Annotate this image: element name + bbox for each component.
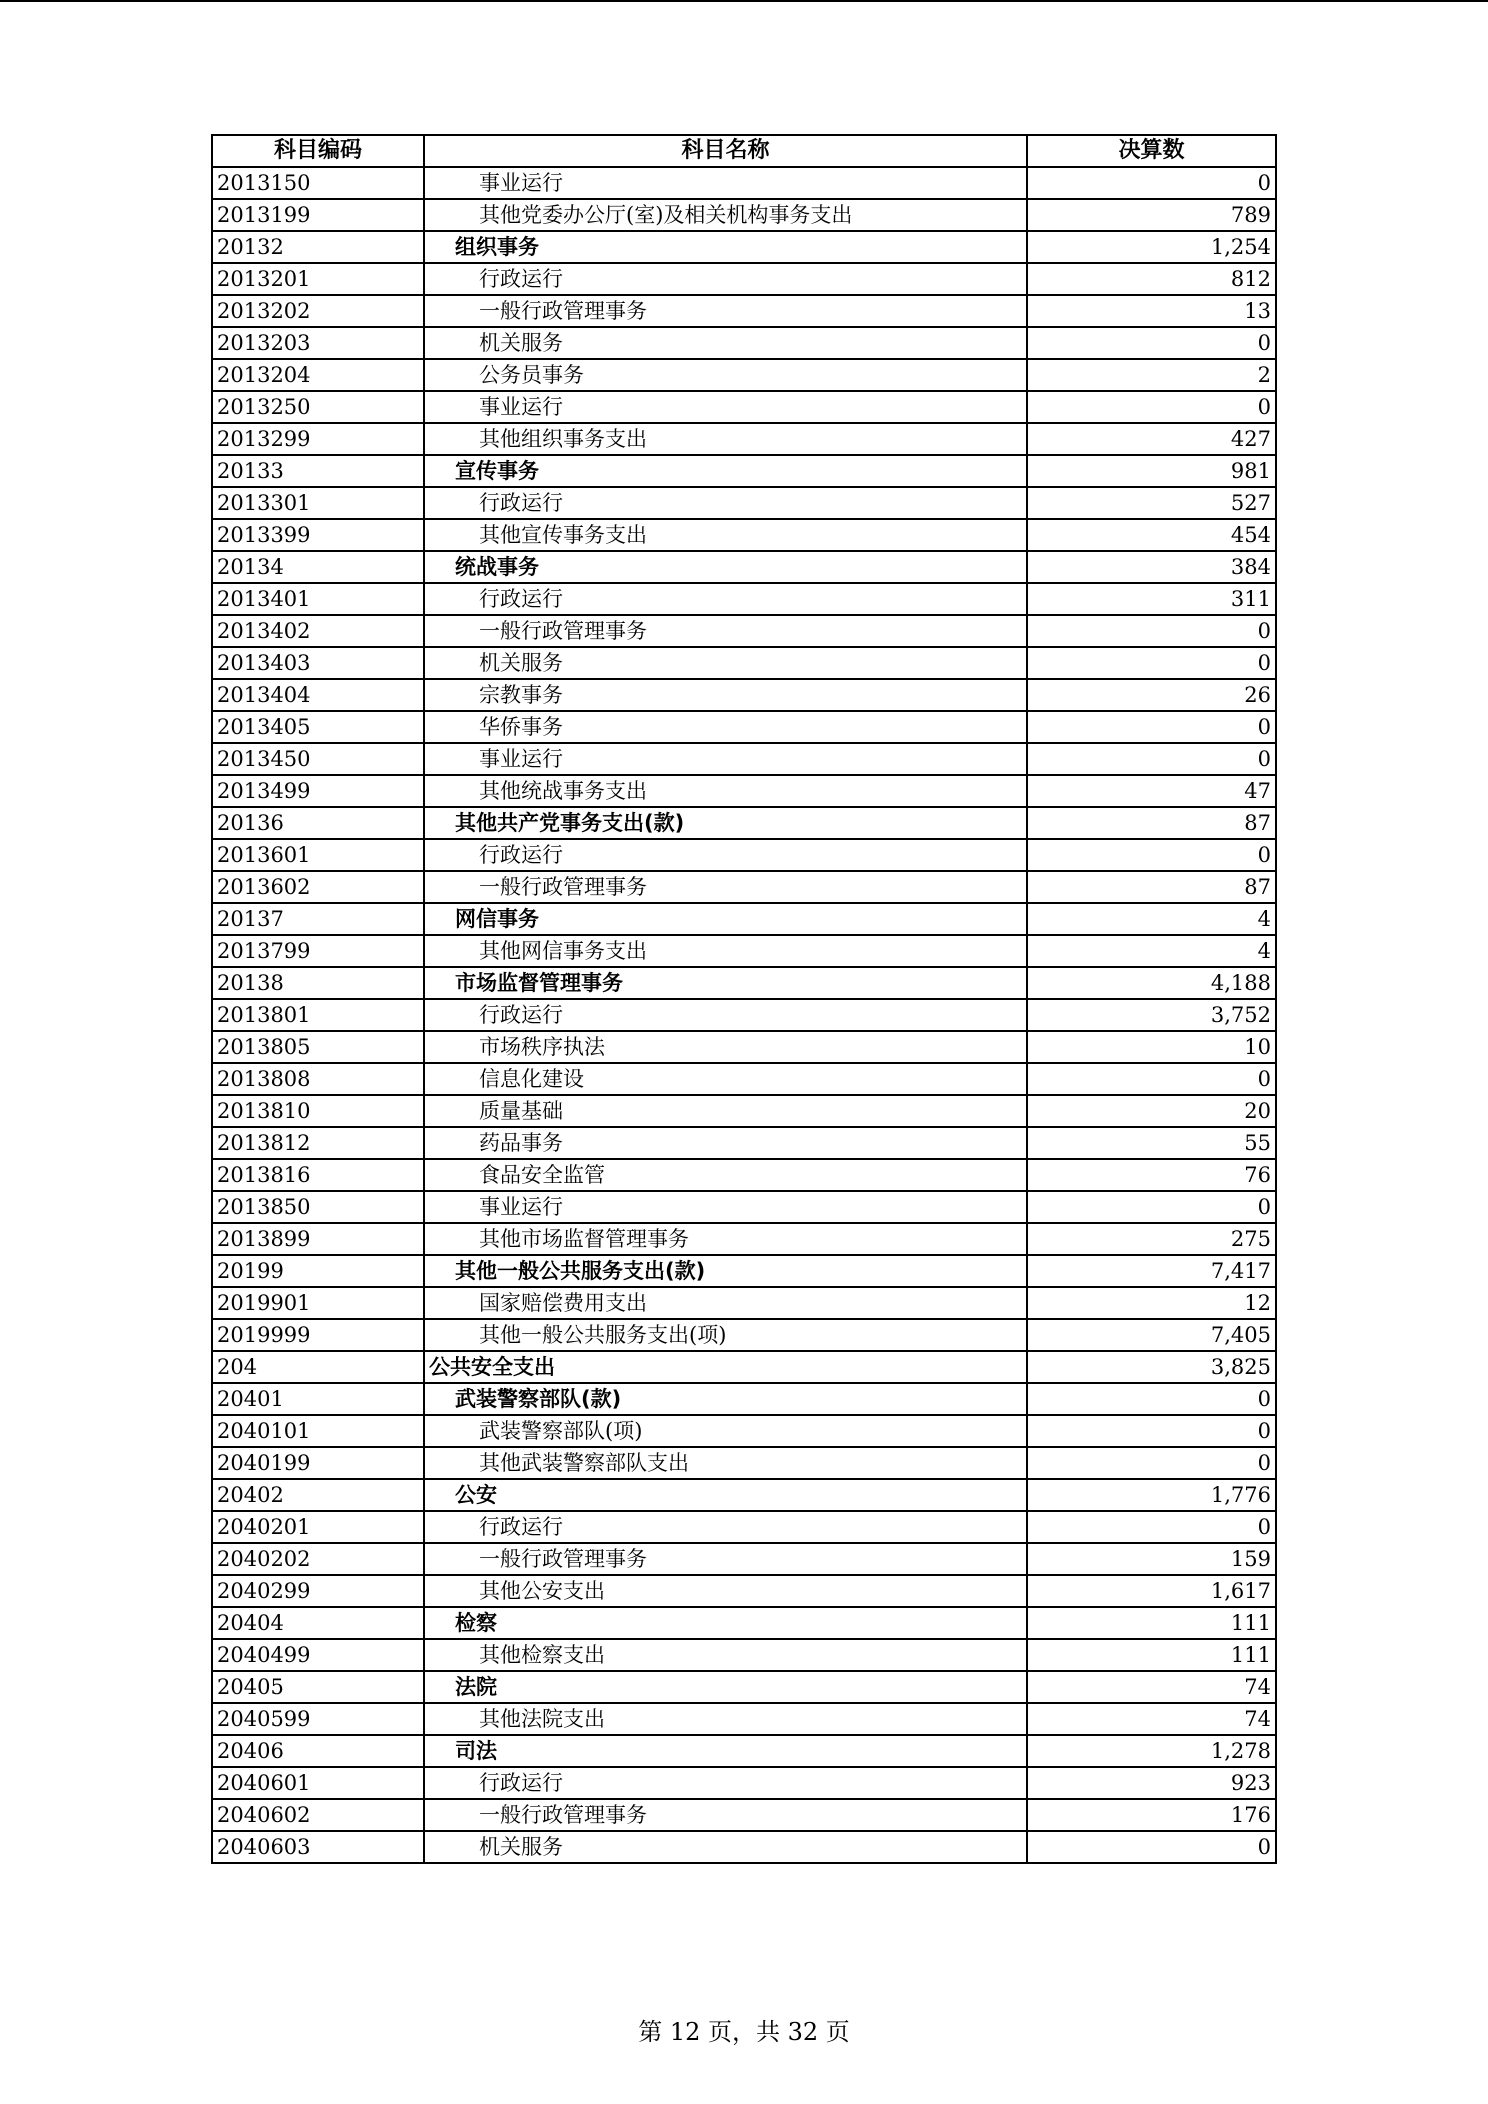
table-row <box>212 1543 1276 1575</box>
code-cell: 2013204 <box>212 359 424 391</box>
name-cell: 其他公安支出 <box>424 1575 1027 1607</box>
table-row <box>212 1127 1276 1159</box>
code-cell: 2013203 <box>212 327 424 359</box>
code-cell: 2013601 <box>212 839 424 871</box>
name-cell: 机关服务 <box>424 647 1027 679</box>
code-cell: 2013850 <box>212 1191 424 1223</box>
name-cell: 一般行政管理事务 <box>424 1543 1027 1575</box>
code-cell: 2013405 <box>212 711 424 743</box>
code-cell: 20134 <box>212 551 424 583</box>
code-cell: 20404 <box>212 1607 424 1639</box>
table-row <box>212 1671 1276 1703</box>
amount-cell: 275 <box>1027 1223 1276 1255</box>
table-row <box>212 359 1276 391</box>
amount-cell: 1,776 <box>1027 1479 1276 1511</box>
table-row <box>212 231 1276 263</box>
table-row <box>212 1639 1276 1671</box>
code-cell: 2013450 <box>212 743 424 775</box>
amount-cell: 0 <box>1027 1063 1276 1095</box>
table-row <box>212 1799 1276 1831</box>
top-border <box>0 0 1488 2</box>
name-cell: 武装警察部队(款) <box>424 1383 1027 1415</box>
code-cell: 2040601 <box>212 1767 424 1799</box>
table-row <box>212 1383 1276 1415</box>
table-row <box>212 391 1276 423</box>
amount-cell: 454 <box>1027 519 1276 551</box>
amount-cell: 176 <box>1027 1799 1276 1831</box>
name-cell: 其他法院支出 <box>424 1703 1027 1735</box>
amount-cell: 0 <box>1027 167 1276 199</box>
code-cell: 20138 <box>212 967 424 999</box>
code-cell: 2013805 <box>212 1031 424 1063</box>
code-cell: 2040202 <box>212 1543 424 1575</box>
table-row <box>212 775 1276 807</box>
table-row <box>212 1703 1276 1735</box>
name-cell: 一般行政管理事务 <box>424 871 1027 903</box>
amount-cell: 1,254 <box>1027 231 1276 263</box>
code-cell: 2013301 <box>212 487 424 519</box>
table-row <box>212 1159 1276 1191</box>
code-cell: 2040299 <box>212 1575 424 1607</box>
amount-cell: 0 <box>1027 1447 1276 1479</box>
code-cell: 2040199 <box>212 1447 424 1479</box>
amount-cell: 20 <box>1027 1095 1276 1127</box>
name-cell: 其他市场监督管理事务 <box>424 1223 1027 1255</box>
amount-cell: 111 <box>1027 1607 1276 1639</box>
amount-cell: 159 <box>1027 1543 1276 1575</box>
table-header-row <box>212 135 1276 167</box>
table-row <box>212 1319 1276 1351</box>
name-cell: 华侨事务 <box>424 711 1027 743</box>
name-cell: 机关服务 <box>424 327 1027 359</box>
amount-cell: 0 <box>1027 1415 1276 1447</box>
code-cell: 2013199 <box>212 199 424 231</box>
amount-cell: 311 <box>1027 583 1276 615</box>
amount-cell: 0 <box>1027 1831 1276 1863</box>
name-cell: 宗教事务 <box>424 679 1027 711</box>
table-row <box>212 1095 1276 1127</box>
code-cell: 20132 <box>212 231 424 263</box>
name-cell: 一般行政管理事务 <box>424 1799 1027 1831</box>
name-cell: 公安 <box>424 1479 1027 1511</box>
table-row <box>212 1447 1276 1479</box>
code-cell: 204 <box>212 1351 424 1383</box>
code-cell: 2013404 <box>212 679 424 711</box>
name-cell: 其他一般公共服务支出(款) <box>424 1255 1027 1287</box>
code-cell: 20133 <box>212 455 424 487</box>
code-cell: 20402 <box>212 1479 424 1511</box>
name-cell: 其他网信事务支出 <box>424 935 1027 967</box>
header-amount: 决算数 <box>1027 135 1276 167</box>
table-row <box>212 1575 1276 1607</box>
code-cell: 2013816 <box>212 1159 424 1191</box>
name-cell: 其他党委办公厅(室)及相关机构事务支出 <box>424 199 1027 231</box>
table-row <box>212 1607 1276 1639</box>
table-row <box>212 1191 1276 1223</box>
name-cell: 行政运行 <box>424 1511 1027 1543</box>
table-row <box>212 807 1276 839</box>
amount-cell: 47 <box>1027 775 1276 807</box>
name-cell: 信息化建设 <box>424 1063 1027 1095</box>
name-cell: 市场秩序执法 <box>424 1031 1027 1063</box>
table-row <box>212 839 1276 871</box>
table-row <box>212 551 1276 583</box>
table-row <box>212 1511 1276 1543</box>
amount-cell: 10 <box>1027 1031 1276 1063</box>
name-cell: 事业运行 <box>424 167 1027 199</box>
name-cell: 司法 <box>424 1735 1027 1767</box>
amount-cell: 0 <box>1027 1383 1276 1415</box>
name-cell: 公共安全支出 <box>424 1351 1027 1383</box>
amount-cell: 26 <box>1027 679 1276 711</box>
name-cell: 行政运行 <box>424 1767 1027 1799</box>
name-cell: 行政运行 <box>424 999 1027 1031</box>
amount-cell: 4 <box>1027 935 1276 967</box>
amount-cell: 0 <box>1027 711 1276 743</box>
amount-cell: 1,617 <box>1027 1575 1276 1607</box>
table-row <box>212 1287 1276 1319</box>
code-cell: 2040101 <box>212 1415 424 1447</box>
amount-cell: 12 <box>1027 1287 1276 1319</box>
code-cell: 2013202 <box>212 295 424 327</box>
amount-cell: 0 <box>1027 743 1276 775</box>
name-cell: 其他组织事务支出 <box>424 423 1027 455</box>
name-cell: 其他检察支出 <box>424 1639 1027 1671</box>
table-row <box>212 1479 1276 1511</box>
code-cell: 20406 <box>212 1735 424 1767</box>
table-row <box>212 167 1276 199</box>
code-cell: 2019901 <box>212 1287 424 1319</box>
code-cell: 2013602 <box>212 871 424 903</box>
header-name: 科目名称 <box>424 135 1027 167</box>
amount-cell: 111 <box>1027 1639 1276 1671</box>
table-row <box>212 1831 1276 1863</box>
table-row <box>212 647 1276 679</box>
name-cell: 事业运行 <box>424 391 1027 423</box>
table-row <box>212 1223 1276 1255</box>
table-row <box>212 743 1276 775</box>
amount-cell: 2 <box>1027 359 1276 391</box>
code-cell: 2013801 <box>212 999 424 1031</box>
name-cell: 公务员事务 <box>424 359 1027 391</box>
name-cell: 法院 <box>424 1671 1027 1703</box>
header-code: 科目编码 <box>212 135 424 167</box>
amount-cell: 0 <box>1027 839 1276 871</box>
code-cell: 2013799 <box>212 935 424 967</box>
amount-cell: 4 <box>1027 903 1276 935</box>
amount-cell: 74 <box>1027 1703 1276 1735</box>
code-cell: 20137 <box>212 903 424 935</box>
name-cell: 一般行政管理事务 <box>424 615 1027 647</box>
code-cell: 2040599 <box>212 1703 424 1735</box>
table-row <box>212 583 1276 615</box>
code-cell: 2013899 <box>212 1223 424 1255</box>
table-row <box>212 455 1276 487</box>
table-row <box>212 1255 1276 1287</box>
amount-cell: 13 <box>1027 295 1276 327</box>
code-cell: 2013299 <box>212 423 424 455</box>
amount-cell: 789 <box>1027 199 1276 231</box>
table-row <box>212 679 1276 711</box>
table-row <box>212 903 1276 935</box>
name-cell: 药品事务 <box>424 1127 1027 1159</box>
name-cell: 组织事务 <box>424 231 1027 263</box>
table-body <box>212 167 1276 1863</box>
name-cell: 事业运行 <box>424 743 1027 775</box>
table-row <box>212 263 1276 295</box>
table-row <box>212 1767 1276 1799</box>
table-row <box>212 327 1276 359</box>
code-cell: 2013250 <box>212 391 424 423</box>
code-cell: 2040201 <box>212 1511 424 1543</box>
amount-cell: 0 <box>1027 327 1276 359</box>
name-cell: 行政运行 <box>424 839 1027 871</box>
name-cell: 其他统战事务支出 <box>424 775 1027 807</box>
name-cell: 质量基础 <box>424 1095 1027 1127</box>
table-row <box>212 1031 1276 1063</box>
code-cell: 2013201 <box>212 263 424 295</box>
amount-cell: 427 <box>1027 423 1276 455</box>
code-cell: 2040603 <box>212 1831 424 1863</box>
table-row <box>212 711 1276 743</box>
amount-cell: 87 <box>1027 807 1276 839</box>
code-cell: 2013403 <box>212 647 424 679</box>
name-cell: 行政运行 <box>424 487 1027 519</box>
budget-table <box>211 134 1277 1864</box>
amount-cell: 3,825 <box>1027 1351 1276 1383</box>
code-cell: 2040602 <box>212 1799 424 1831</box>
amount-cell: 3,752 <box>1027 999 1276 1031</box>
code-cell: 2013150 <box>212 167 424 199</box>
name-cell: 宣传事务 <box>424 455 1027 487</box>
amount-cell: 384 <box>1027 551 1276 583</box>
code-cell: 2040499 <box>212 1639 424 1671</box>
code-cell: 20199 <box>212 1255 424 1287</box>
code-cell: 20136 <box>212 807 424 839</box>
table-row <box>212 1735 1276 1767</box>
amount-cell: 74 <box>1027 1671 1276 1703</box>
name-cell: 行政运行 <box>424 583 1027 615</box>
table-row <box>212 999 1276 1031</box>
amount-cell: 527 <box>1027 487 1276 519</box>
amount-cell: 981 <box>1027 455 1276 487</box>
amount-cell: 0 <box>1027 615 1276 647</box>
code-cell: 2019999 <box>212 1319 424 1351</box>
code-cell: 2013812 <box>212 1127 424 1159</box>
amount-cell: 87 <box>1027 871 1276 903</box>
amount-cell: 1,278 <box>1027 1735 1276 1767</box>
table-row <box>212 871 1276 903</box>
name-cell: 国家赔偿费用支出 <box>424 1287 1027 1319</box>
table-row <box>212 423 1276 455</box>
amount-cell: 0 <box>1027 647 1276 679</box>
name-cell: 检察 <box>424 1607 1027 1639</box>
name-cell: 网信事务 <box>424 903 1027 935</box>
code-cell: 2013402 <box>212 615 424 647</box>
amount-cell: 812 <box>1027 263 1276 295</box>
table-row <box>212 295 1276 327</box>
amount-cell: 55 <box>1027 1127 1276 1159</box>
code-cell: 2013810 <box>212 1095 424 1127</box>
table-row <box>212 935 1276 967</box>
amount-cell: 0 <box>1027 391 1276 423</box>
amount-cell: 4,188 <box>1027 967 1276 999</box>
name-cell: 统战事务 <box>424 551 1027 583</box>
code-cell: 2013499 <box>212 775 424 807</box>
name-cell: 一般行政管理事务 <box>424 295 1027 327</box>
table-row <box>212 199 1276 231</box>
table-row <box>212 487 1276 519</box>
code-cell: 20405 <box>212 1671 424 1703</box>
code-cell: 2013399 <box>212 519 424 551</box>
amount-cell: 7,405 <box>1027 1319 1276 1351</box>
name-cell: 行政运行 <box>424 263 1027 295</box>
amount-cell: 76 <box>1027 1159 1276 1191</box>
code-cell: 2013401 <box>212 583 424 615</box>
table-row <box>212 967 1276 999</box>
amount-cell: 923 <box>1027 1767 1276 1799</box>
name-cell: 其他武装警察部队支出 <box>424 1447 1027 1479</box>
amount-cell: 7,417 <box>1027 1255 1276 1287</box>
name-cell: 食品安全监管 <box>424 1159 1027 1191</box>
table-row <box>212 1415 1276 1447</box>
name-cell: 其他宣传事务支出 <box>424 519 1027 551</box>
name-cell: 其他一般公共服务支出(项) <box>424 1319 1027 1351</box>
code-cell: 2013808 <box>212 1063 424 1095</box>
table-row <box>212 519 1276 551</box>
name-cell: 事业运行 <box>424 1191 1027 1223</box>
amount-cell: 0 <box>1027 1511 1276 1543</box>
name-cell: 机关服务 <box>424 1831 1027 1863</box>
name-cell: 市场监督管理事务 <box>424 967 1027 999</box>
table-row <box>212 1351 1276 1383</box>
amount-cell: 0 <box>1027 1191 1276 1223</box>
page-number: 第 12 页，共 32 页 <box>638 2018 850 2046</box>
table-row <box>212 1063 1276 1095</box>
name-cell: 武装警察部队(项) <box>424 1415 1027 1447</box>
table-row <box>212 615 1276 647</box>
code-cell: 20401 <box>212 1383 424 1415</box>
name-cell: 其他共产党事务支出(款) <box>424 807 1027 839</box>
